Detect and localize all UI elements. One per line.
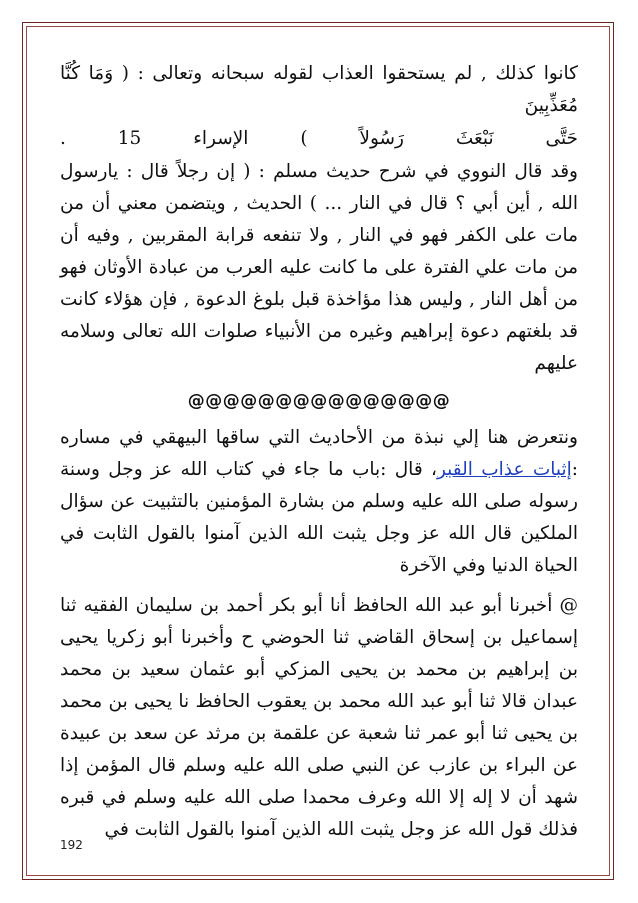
verse-word-2: نَبْعَثَ (455, 128, 494, 149)
surah-name: الإسراء (193, 128, 249, 149)
page-number: 192 (60, 838, 83, 852)
quran-verse-row (60, 122, 578, 156)
hadith-chain-paragraph: @ أخبرنا أبو عبد الله الحافظ أنا أبو بكر أحمد بن سليمان الفقيه ثنا إسماعيل بن إسحاق القاضي ثنا الحوضي ح وأخبرنا أبو زكريا يحيى بن إبراهيم بن محمد بن يحيى المزكي أبو عثمان سعيد بن محمد عبدان قالا ثنا أبو عبد الله محمد بن يعقوب الحافظ نا يحيى بن محمد بن يحيى ثنا أبو عمر ثنا شعبة عن علقمة بن مرثد عن سعد بن عبيدة عن البراء بن عازب عن النبي صلى الله عليه وسلم قال المؤمن إذا شهد أن لا إله إلا الله وعرف محمدا صلى الله عليه وسلم في قبره فذلك قول الله عز وجل يثبت الله الذين آمنوا بالقول الثابت في (60, 595, 578, 840)
opening-line: كانوا كذلك , لم يستحقوا العذاب لقوله سبحانه وتعالى : ( وَمَا كُنَّا مُعَذِّبِينَ (60, 63, 578, 116)
verse-end-dot: . (60, 128, 66, 149)
verse-word-1: حَتَّى (545, 128, 578, 149)
verse-number: 15 (117, 128, 142, 149)
after-link-text: ، قال :باب ما جاء في كتاب الله عز وجل وسنة رسوله صلى الله عليه وسلم من بشارة المؤمنين بالتثبيت عن سؤال الملكين قال الله عز وجل يثبت الله الذين آمنوا بالقول الثابت في الحياة الدنيا وفي الآخرة (60, 459, 578, 576)
verse-close-paren: ) (300, 128, 308, 149)
intro-text: ونتعرض هنا إلي نبذة من الأحاديث التي ساقها البيهقي في مساره : (60, 427, 578, 480)
document-body (60, 58, 578, 846)
nawawi-paragraph: وقد قال النووي في شرح حديث مسلم : ( إن رجلاً قال : يارسول الله , أين أبي ؟ قال في النار ... ) الحديث , ويتضمن معني أن من مات على الكفر فهو في النار , ولا تنفعه قرابة المقربين , وفيه أن من مات علي الفترة على ما كانت عليه العرب من عبادة الأوثان فهو من أهل النار , وليس هذا مؤاخذة قبل بلوغ الدعوة , فإن هؤلاء كانت قد بلغتهم دعوة إبراهيم وغيره من الأنبياء صلوات الله تعالى وسلامه عليهم (60, 161, 578, 374)
grave-punishment-link[interactable]: إثبات عذاب القبر (436, 459, 572, 480)
hadith-intro-paragraph (60, 422, 578, 582)
verse-word-3: رَسُولاً (359, 128, 404, 149)
separator-line: @@@@@@@@@@@@@@@ (187, 391, 451, 411)
